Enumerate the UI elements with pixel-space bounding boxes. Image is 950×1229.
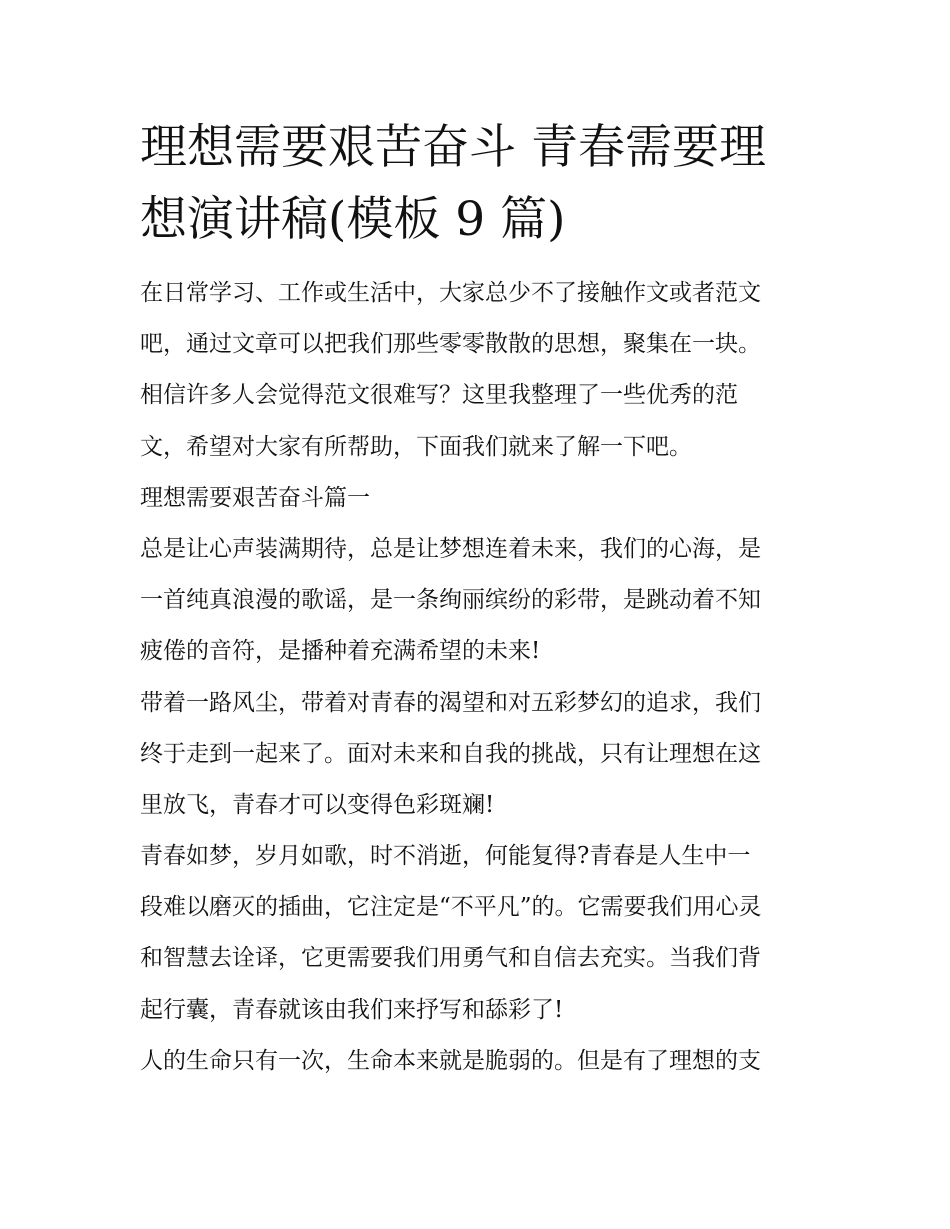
document-content [140, 112, 812, 1087]
document-title [140, 112, 812, 256]
intro-paragraph-line: 文，希望对大家有所帮助，下面我们就来了解一下吧。 [140, 433, 692, 460]
paragraph-line: 人的生命只有一次，生命本来就是脆弱的。但是有了理想的支 [140, 1047, 761, 1074]
paragraph-line: 起行囊，青春就该由我们来抒写和舔彩了! [140, 996, 564, 1023]
intro-paragraph-line: 吧，通过文章可以把我们那些零零散散的思想，聚集在一块。 [140, 331, 761, 358]
paragraph-line: 终于走到一起来了。面对未来和自我的挑战，只有让理想在这 [140, 740, 761, 767]
paragraph-line: 总是让心声装满期待，总是让梦想连着未来，我们的心海，是 [140, 535, 761, 562]
title-line: 想演讲稿(模板 9 篇) [140, 192, 566, 247]
paragraph-line: 段难以磨灭的插曲，它注定是“不平凡”的。它需要我们用心灵 [140, 894, 762, 921]
intro-paragraph-line: 相信许多人会觉得范文很难写？这里我整理了一些优秀的范 [140, 382, 738, 409]
title-line: 理想需要艰苦奋斗 青春需要理 [140, 120, 766, 175]
section-heading: 理想需要艰苦奋斗篇一 [140, 484, 370, 511]
paragraph-line: 里放飞，青春才可以变得色彩斑斓! [140, 791, 495, 818]
document-body [140, 268, 812, 1087]
paragraph-line: 和智慧去诠译，它更需要我们用勇气和自信去充实。当我们背 [140, 945, 761, 972]
intro-paragraph-line: 在日常学习、工作或生活中，大家总少不了接触作文或者范文 [140, 280, 761, 306]
paragraph-line: 一首纯真浪漫的歌谣，是一条绚丽缤纷的彩带，是跳动着不知 [140, 587, 761, 614]
paragraph-line: 青春如梦，岁月如歌，时不消逝，何能复得?青春是人生中一 [140, 843, 751, 870]
paragraph-line: 带着一路风尘，带着对青春的渴望和对五彩梦幻的追求，我们 [140, 689, 761, 716]
paragraph-line: 疲倦的音符，是播种着充满希望的未来! [140, 638, 541, 665]
